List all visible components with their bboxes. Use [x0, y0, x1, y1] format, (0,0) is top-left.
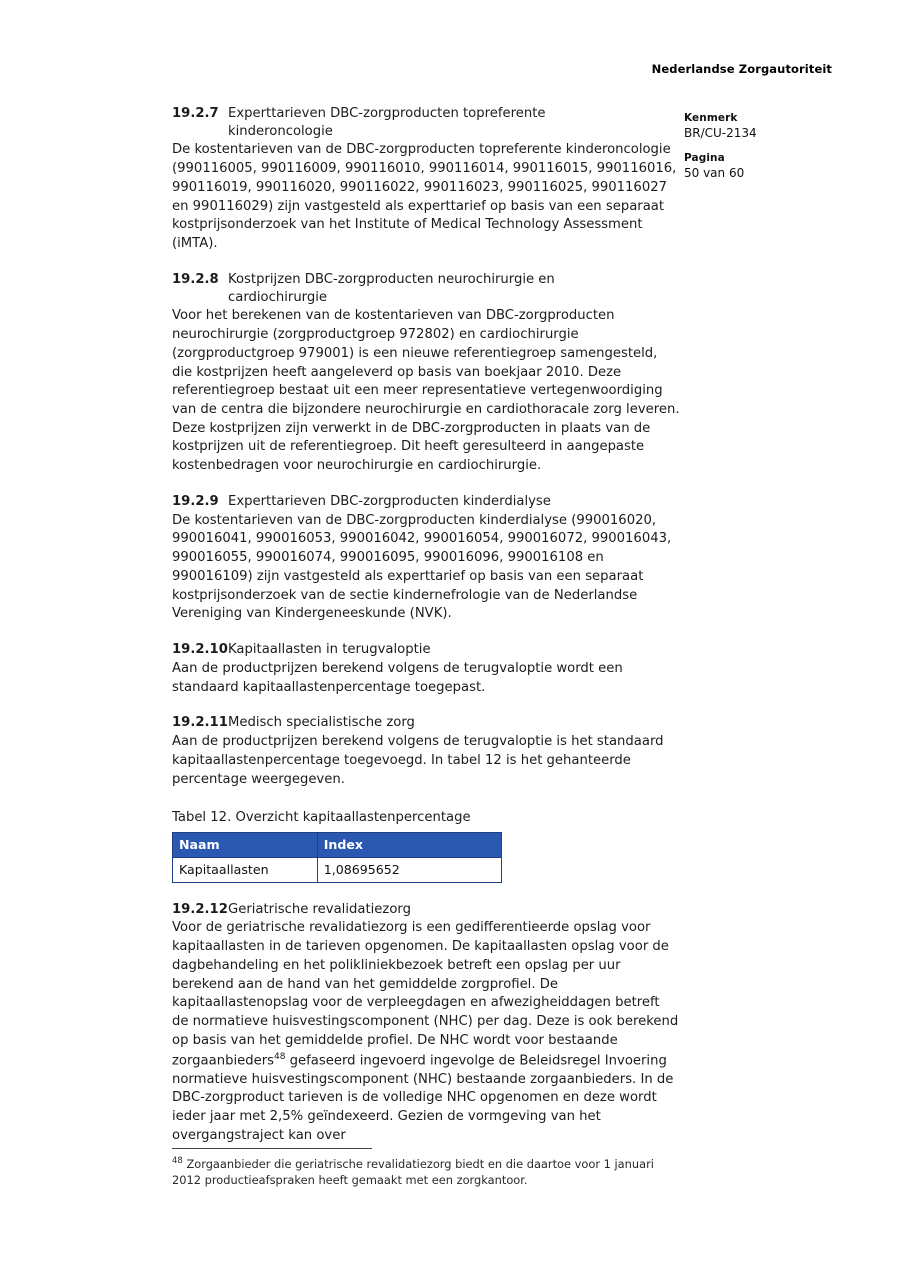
section-19-2-12 [172, 901, 680, 1146]
section-body-part1: Voor de geriatrische revalidatiezorg is een gedifferentieerde opslag voor kapitaallasten in de tarieven opgenomen. De kapitaallasten opslag voor de dagbehandeling en het polikliniekbezoek betreft een opslag per uur berekend aan de hand van het gemiddelde zorgprofiel. De kapitaallastenopslag voor de verpleegdagen en afwezigheiddagen betreft de normatieve huisvestingscomponent (NHC) per dag. Deze is ook berekend op basis van het gemiddelde profiel. De NHC wordt voor bestaande zorgaanbieders [172, 920, 679, 1068]
table-header-row [173, 832, 502, 857]
section-body: Voor het berekenen van de kostentarieven van DBC-zorgproducten neurochirurgie (zorgproductgroep 972802) en cardiochirurgie (zorgproductgroep 979001) is een nieuwe referentiegroep samengesteld, die kostprijzen heeft aangeleverd op basis van boekjaar 2010. Deze referentiegroep bestaat uit een meer representatieve vertegenwoordiging van de centra die bijzondere neurochirurgie en cardiothoracale zorg leveren. Deze kostprijzen zijn verwerkt in de DBC-zorgproducten in plaats van de kostprijzen uit de referentiegroep. Dit heeft geresulteerd in aangepaste kostenbedragen voor neurochirurgie en cardiochirurgie. [172, 308, 680, 474]
section-number: 19.2.9 [172, 493, 219, 509]
section-heading [172, 271, 680, 307]
organisation-header: Nederlandse Zorgautoriteit [651, 62, 832, 76]
footnote-reference[interactable]: 48 [274, 1051, 286, 1062]
section-number: 19.2.11 [172, 715, 228, 731]
footnote-divider [172, 1148, 372, 1149]
footnote-text: Zorgaanbieder die geriatrische revalidatiezorg biedt en die daartoe voor 1 januari 2012 productieafspraken heeft gemaakt met een zorgkantoor. [172, 1156, 654, 1188]
section-19-2-11 [172, 714, 680, 789]
section-19-2-10 [172, 641, 680, 697]
section-number: 19.2.10 [172, 642, 228, 658]
section-title-line1: Kostprijzen DBC-zorgproducten neurochirurgie en [228, 271, 555, 287]
section-title-line2: kinderoncologie [228, 123, 333, 139]
section-body: De kostentarieven van de DBC-zorgproducten topreferente kinderoncologie (990116005, 990116009, 990116010, 990116014, 990116015, 990116016, 990116019, 990116020, 990116022, 990116023, 990116025, 990116027 en 990116029) zijn vastgesteld als experttarief op basis van een separaat kostprijsonderzoek van het Institute of Medical Technology Assessment (iMTA). [172, 142, 677, 252]
table-cell-index: 1,08695652 [317, 857, 501, 882]
section-title-line1: Geriatrische revalidatiezorg [228, 901, 411, 917]
pagina-label: Pagina [684, 151, 725, 164]
kenmerk-label: Kenmerk [684, 112, 738, 124]
section-title-line1: Experttarieven DBC-zorgproducten topreferente [228, 106, 546, 121]
table-cell-naam: Kapitaallasten [173, 857, 318, 882]
kenmerk-value: BR/CU-2134 [684, 125, 757, 140]
section-heading [172, 714, 680, 733]
section-19-2-8 [172, 271, 680, 476]
section-heading [172, 493, 680, 512]
document-body [172, 105, 680, 1163]
section-body: Aan de productprijzen berekend volgens de terugvaloptie wordt een standaard kapitaallastenpercentage toegepast. [172, 660, 623, 695]
section-body-part2: gefaseerd ingevoerd ingevolge de Beleidsregel Invoering normatieve huisvestingscomponent (NHC) bestaande zorgaanbieders. In de DBC-zorgproduct tarieven is de volledige NHC opgenomen en deze wordt ieder jaar met 2,5% geïndexeerd. Gezien de vormgeving van het overgangstraject kan over [172, 1052, 674, 1143]
section-number: 19.2.7 [172, 106, 219, 121]
section-body: De kostentarieven van de DBC-zorgproducten kinderdialyse (990016020, 990016041, 990016053, 990016042, 990016054, 990016072, 990016043, 990016055, 990016074, 990016095, 990016096, 990016108 en 990016109) zijn vastgesteld als experttarief op basis van een separaat kostprijsonderzoek van de sectie kindernefrologie van de Nederlandse Vereniging van Kindergeneeskunde (NVK). [172, 512, 672, 622]
footnote [172, 1155, 672, 1189]
table-caption: Tabel 12. Overzicht kapitaallastenpercentage [172, 810, 471, 826]
kapitaallasten-table [172, 832, 502, 883]
section-body [172, 919, 680, 1145]
section-19-2-9 [172, 493, 680, 624]
pagina-value: 50 van 60 [684, 165, 745, 180]
section-19-2-7 [172, 105, 680, 254]
footnote-marker: 48 [172, 1156, 183, 1166]
section-title-line2: cardiochirurgie [228, 289, 328, 305]
section-heading [172, 901, 680, 920]
section-title-line1: Kapitaallasten in terugvaloptie [228, 642, 431, 658]
section-number: 19.2.8 [172, 271, 219, 287]
section-title-line1: Medisch specialistische zorg [228, 715, 415, 731]
table-header-naam: Naam [173, 832, 318, 857]
section-number: 19.2.12 [172, 901, 228, 917]
section-body: Aan de productprijzen berekend volgens de terugvaloptie is het standaard kapitaallastenpercentage toegevoegd. In tabel 12 is het gehanteerde percentage weergegeven. [172, 734, 664, 787]
section-heading [172, 641, 680, 660]
table-row [173, 857, 502, 882]
section-heading [172, 105, 680, 141]
table-header-index: Index [317, 832, 501, 857]
section-title-line1: Experttarieven DBC-zorgproducten kinderdialyse [228, 493, 551, 509]
document-meta [684, 112, 884, 191]
